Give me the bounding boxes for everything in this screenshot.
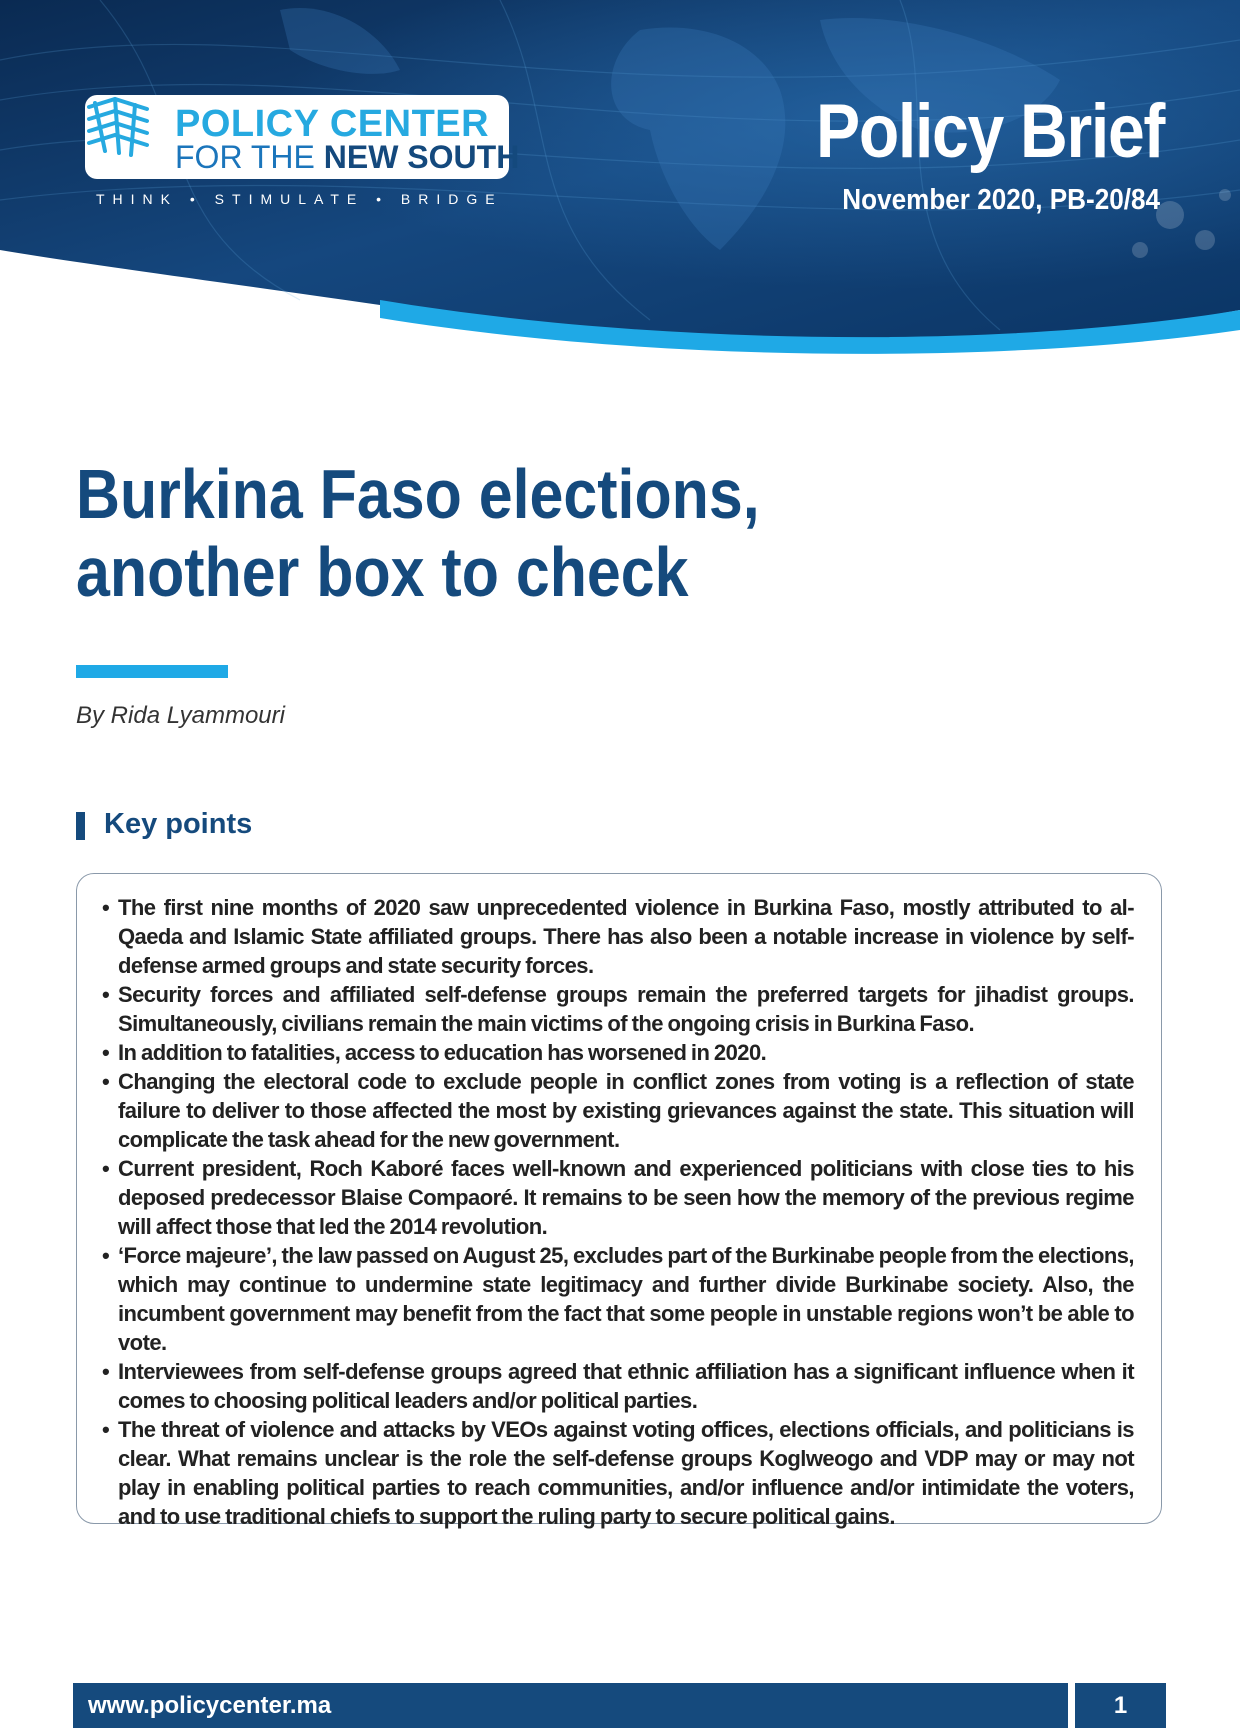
key-point-text: The first nine months of 2020 saw unprecedented violence in Burkina Faso, mostly attributed to al-Qaeda and Islamic State affiliated groups. There has also been a notable increase in violence by self-defense armed groups and state security forces. xyxy=(118,895,1134,978)
bullet-icon: • xyxy=(102,1069,110,1094)
bullet-icon: • xyxy=(102,1243,110,1268)
key-point-text: Interviewees from self-defense groups agreed that ethnic affiliation has a significant influence when it comes to choosing political leaders and/or political parties. xyxy=(118,1359,1134,1413)
logo-text-line2 xyxy=(175,139,519,176)
key-point-item xyxy=(102,1241,1134,1357)
key-point-text: The threat of violence and attacks by VEOs against voting offices, elections officials, and politicians is clear. What remains unclear is the role the self-defense groups Koglweogo and VDP may or may not play in enabling political parties to reach communities, and/or influence and/or intimidate the voters, and to use traditional chiefs to support the ruling party to secure political gains. xyxy=(118,1417,1134,1529)
key-point-text: ‘Force majeure’, the law passed on August 25, excludes part of the Burkinabe people from the elections, which may continue to undermine state legitimacy and further divide Burkinabe society. Also, the incumbent government may benefit from the fact that some people in unstable regions won’t be able to vote. xyxy=(118,1243,1134,1355)
key-point-item xyxy=(102,1067,1134,1154)
logo-text-strong: NEW SOUTH xyxy=(323,139,520,175)
key-point-text: Security forces and affiliated self-defense groups remain the preferred targets for jihadist groups. Simultaneously, civilians remain the main victims of the ongoing crisis in Burkina Faso. xyxy=(118,982,1134,1036)
key-point-text: Current president, Roch Kaboré faces well-known and experienced politicians with close ties to his deposed predecessor Blaise Compaoré. It remains to be seen how the memory of the previous regime will affect those that led the 2014 revolution. xyxy=(118,1156,1134,1239)
key-point-item xyxy=(102,1357,1134,1415)
author-byline: By Rida Lyammouri xyxy=(76,702,285,729)
bullet-icon: • xyxy=(102,1040,110,1065)
key-point-text: Changing the electoral code to exclude people in conflict zones from voting is a reflection of state failure to deliver to those affected the most by existing grievances against the state. This situation will complicate the task ahead for the new government. xyxy=(118,1069,1134,1152)
logo-tagline: THINK • STIMULATE • BRIDGE xyxy=(96,191,503,207)
footer-website-link[interactable]: www.policycenter.ma xyxy=(88,1692,332,1719)
section-marker xyxy=(76,812,85,840)
logo-mark-icon xyxy=(85,95,155,159)
document-title xyxy=(76,455,859,611)
logo-text-line1: POLICY CENTER xyxy=(175,103,490,145)
key-points-heading: Key points xyxy=(104,808,253,840)
title-line-2: another box to check xyxy=(76,533,689,611)
key-point-text: In addition to fatalities, access to education has worsened in 2020. xyxy=(118,1040,767,1065)
bullet-icon: • xyxy=(102,1359,110,1384)
key-point-item xyxy=(102,893,1134,980)
key-point-item xyxy=(102,1415,1134,1531)
header-banner xyxy=(0,0,1240,370)
title-accent-bar xyxy=(76,665,228,678)
bullet-icon: • xyxy=(102,895,110,920)
date-code: November 2020, PB-20/84 xyxy=(842,184,1160,216)
key-point-item xyxy=(102,1038,1134,1067)
key-point-item xyxy=(102,980,1134,1038)
logo xyxy=(85,95,520,179)
logo-text-prefix: FOR THE xyxy=(175,139,324,175)
series-title: Policy Brief xyxy=(815,89,1164,174)
bullet-icon: • xyxy=(102,1417,110,1442)
title-line-1: Burkina Faso elections, xyxy=(76,455,760,533)
key-point-item xyxy=(102,1154,1134,1241)
bullet-icon: • xyxy=(102,1156,110,1181)
key-points-list xyxy=(102,893,1134,1531)
bullet-icon: • xyxy=(102,982,110,1007)
page-number: 1 xyxy=(1113,1692,1128,1719)
